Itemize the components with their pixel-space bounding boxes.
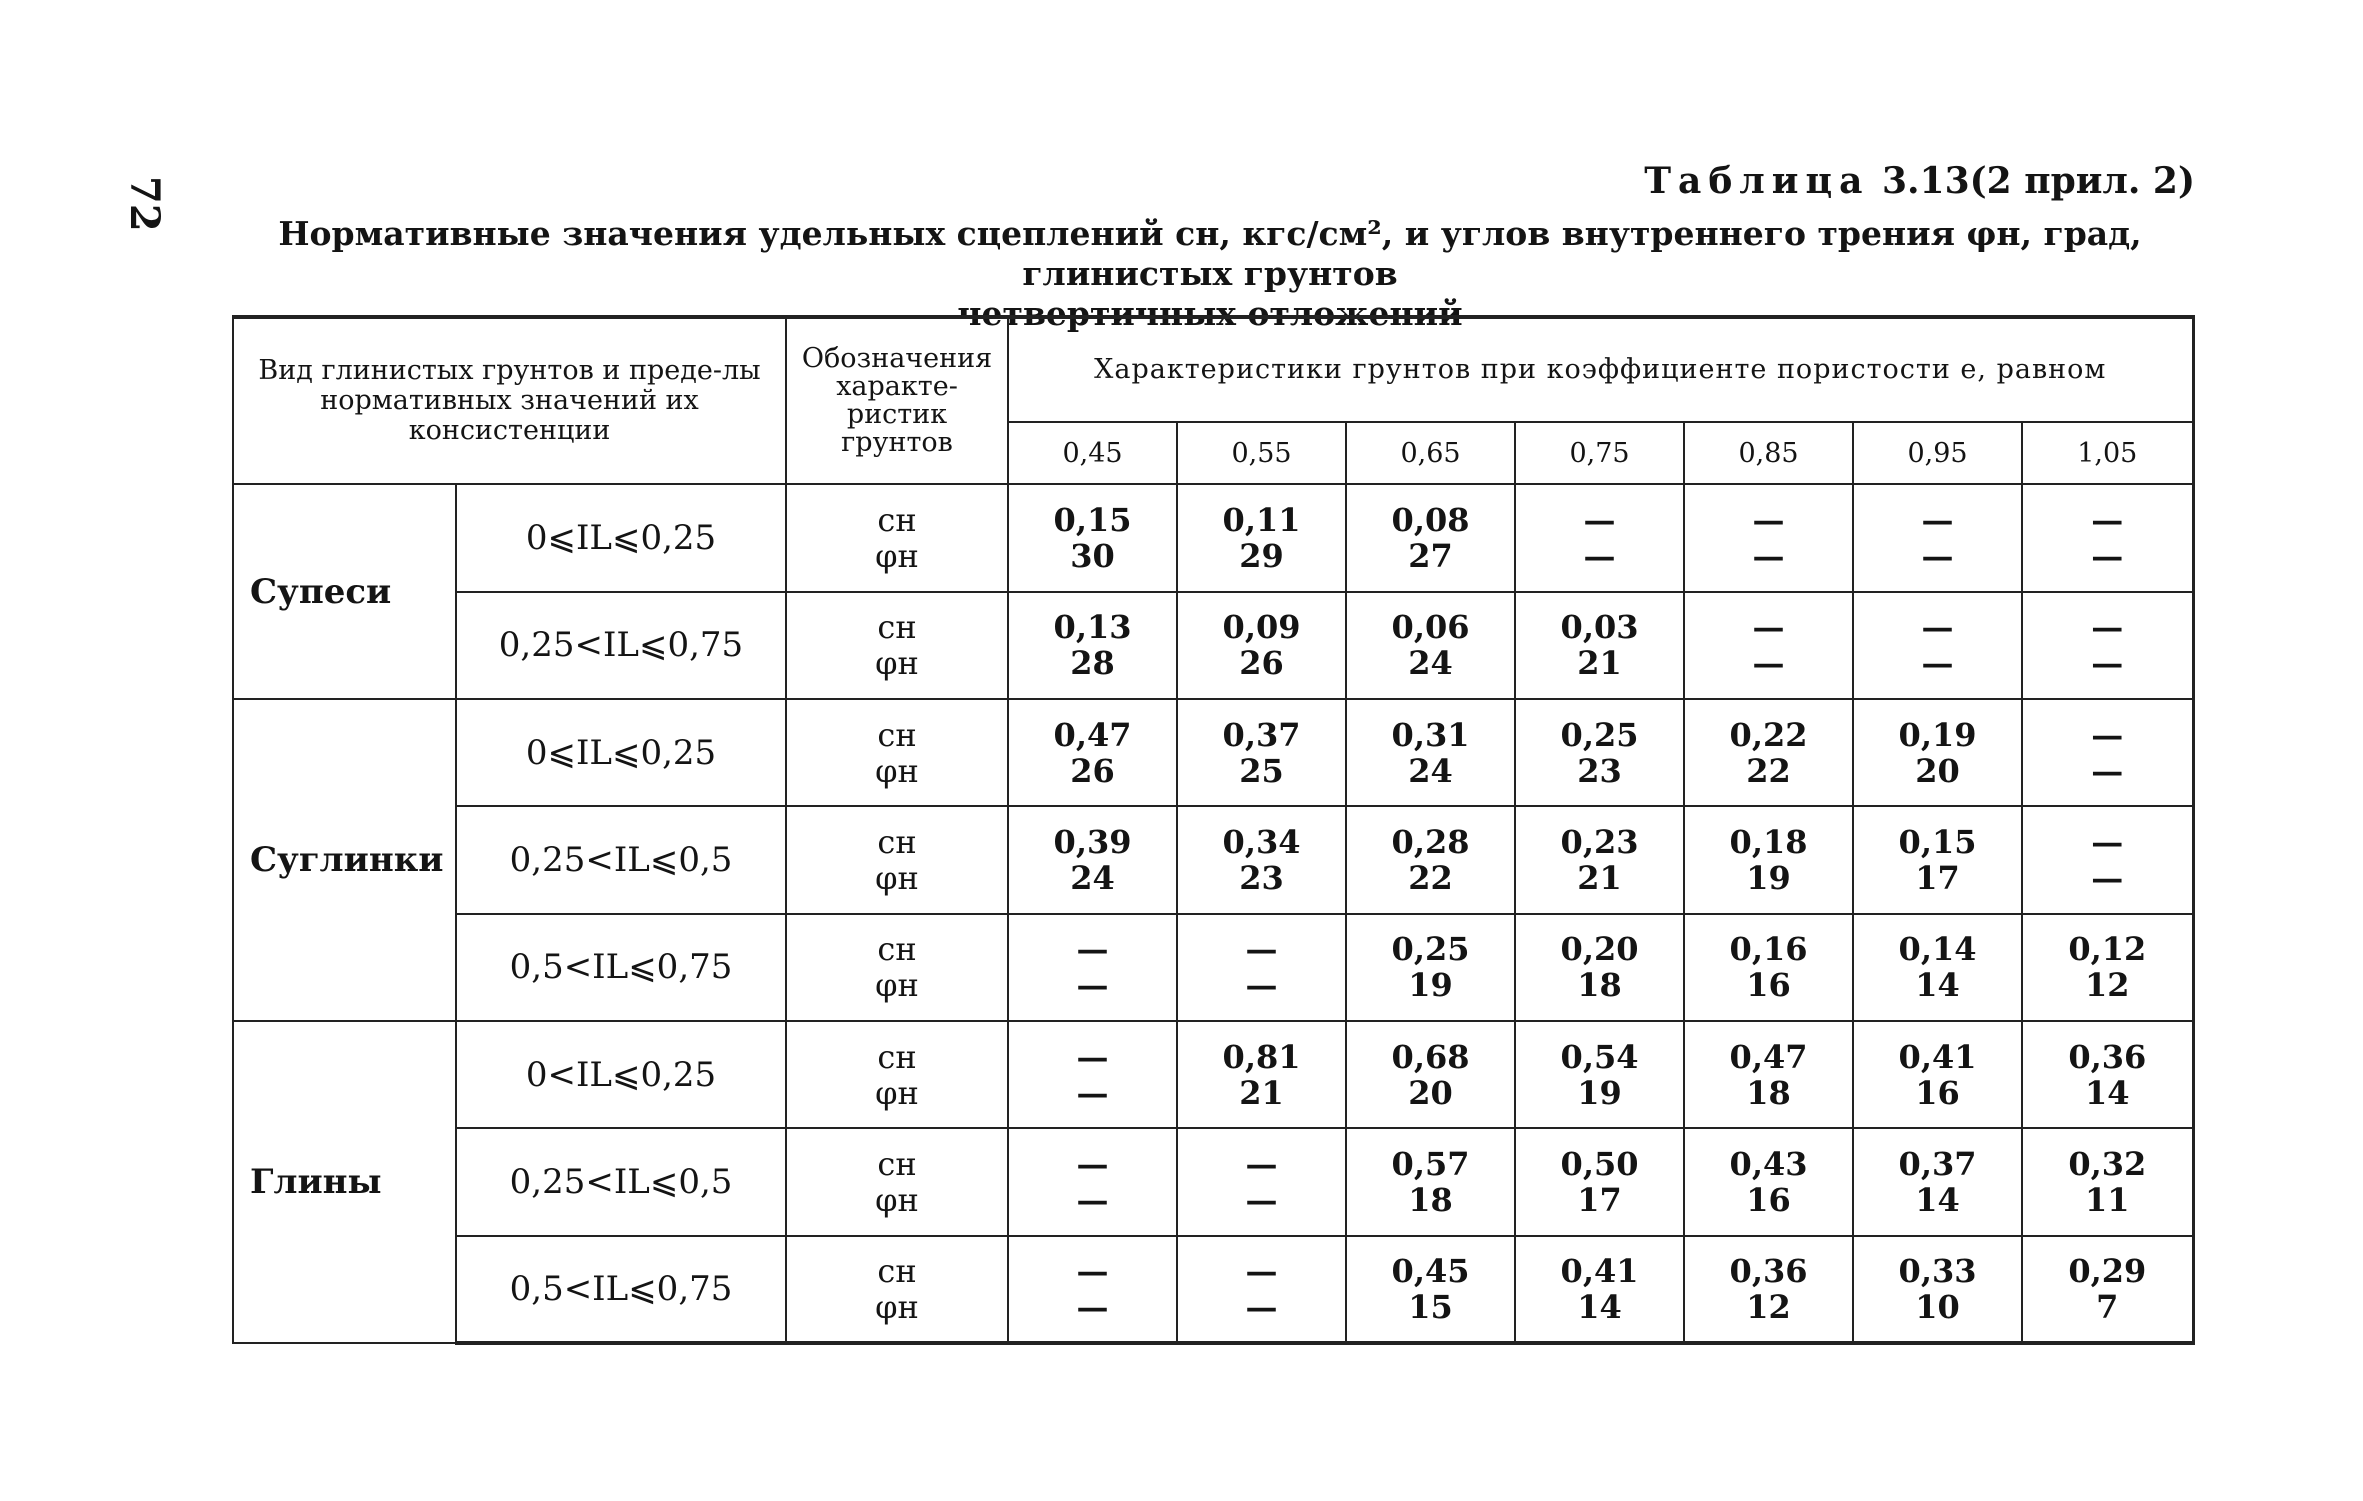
cohesion-value: 0,31 [1391,715,1470,754]
value-cell [2022,1236,2193,1343]
friction-angle-value: 22 [1746,751,1791,790]
value-cell [1346,1236,1515,1343]
cohesion-value: — [1245,1145,1278,1183]
symbol-phi: φн [875,537,919,576]
cohesion-value: 0,08 [1391,501,1470,540]
friction-angle-value: — [1076,1181,1109,1219]
cohesion-value: — [1921,608,1954,647]
value-cell [1177,1128,1346,1235]
cohesion-value: — [2091,501,2124,540]
header-coefficient: 1,05 [2022,422,2193,484]
value-cell [1853,914,2022,1021]
cohesion-value: 0,09 [1222,608,1301,647]
friction-angle-value: 23 [1577,751,1622,790]
friction-angle-value: 26 [1070,751,1115,790]
symbol-cell [786,914,1008,1021]
friction-angle-value: 27 [1408,537,1453,576]
table-row [233,914,2193,1021]
cohesion-value: 0,28 [1391,823,1470,862]
table-row [233,484,2193,591]
consistency-range: 0,25<IL⩽0,5 [456,806,786,913]
table-number-word: Таблица [1644,160,1870,202]
cohesion-value: 0,39 [1053,823,1132,862]
friction-angle-value: 14 [1915,966,1960,1005]
cohesion-value: 0,57 [1391,1145,1470,1183]
symbol-phi: φн [875,966,919,1005]
table-row [233,1128,2193,1235]
value-cell [1177,1021,1346,1128]
value-cell [1684,914,1853,1021]
value-cell [1853,699,2022,806]
friction-angle-value: — [1076,1287,1109,1326]
symbol-cell [786,1236,1008,1343]
value-cell [1515,484,1684,591]
consistency-range: 0<IL⩽0,25 [456,1021,786,1128]
value-cell [1684,592,1853,699]
friction-angle-value: 18 [1408,1181,1453,1219]
value-cell [1008,484,1177,591]
value-cell [2022,1021,2193,1128]
cohesion-value: 0,13 [1053,608,1132,647]
cohesion-value: 0,20 [1560,930,1639,969]
table-number [1644,160,2195,202]
value-cell [1684,1128,1853,1235]
friction-angle-value: 25 [1239,751,1284,790]
header-characteristics: Характеристики грунтов при коэффициенте пористости e, равном [1008,317,2193,422]
header-coefficient: 0,45 [1008,422,1177,484]
friction-angle-value: 17 [1577,1181,1622,1219]
soil-properties-table [232,315,2195,1345]
consistency-range: 0,5<IL⩽0,75 [456,914,786,1021]
friction-angle-value: 18 [1746,1073,1791,1112]
value-cell [1515,1236,1684,1343]
friction-angle-value: 14 [2085,1073,2130,1112]
friction-angle-value: 18 [1577,966,1622,1005]
cohesion-value: 0,11 [1222,501,1301,540]
friction-angle-value: — [1076,966,1109,1005]
symbol-cell [786,699,1008,806]
friction-angle-value: 19 [1408,966,1453,1005]
cohesion-value: — [1076,930,1109,969]
friction-angle-value: 24 [1408,644,1453,683]
value-cell [1346,484,1515,591]
friction-angle-value: 16 [1746,966,1791,1005]
value-cell [1177,1236,1346,1343]
cohesion-value: — [1245,1251,1278,1290]
friction-angle-value: — [1245,966,1278,1005]
value-cell [1684,484,1853,591]
header-soil-type: Вид глинистых грунтов и преде-лы нормативных значений их консистенции [233,317,786,484]
header-coefficient: 0,95 [1853,422,2022,484]
friction-angle-value: 21 [1577,859,1622,898]
symbol-c: сн [877,715,917,754]
symbol-c: сн [877,501,917,540]
friction-angle-value: 28 [1070,644,1115,683]
cohesion-value: 0,03 [1560,608,1639,647]
value-cell [1346,806,1515,913]
friction-angle-value: — [2091,751,2124,790]
value-cell [2022,592,2193,699]
friction-angle-value: 14 [1915,1181,1960,1219]
symbol-phi: φн [875,1181,919,1219]
friction-angle-value: 7 [2096,1287,2119,1326]
value-cell [2022,484,2193,591]
soil-group-label: Супеси [233,484,456,699]
symbol-phi: φн [875,1287,919,1326]
friction-angle-value: 24 [1408,751,1453,790]
friction-angle-value: 16 [1746,1181,1791,1219]
symbol-cell [786,1128,1008,1235]
value-cell [1853,484,2022,591]
header-row [233,317,2193,422]
cohesion-value: 0,36 [2068,1037,2147,1076]
friction-angle-value: 21 [1577,644,1622,683]
cohesion-value: 0,15 [1898,823,1977,862]
value-cell [1346,914,1515,1021]
value-cell [1346,592,1515,699]
friction-angle-value: — [1921,644,1954,683]
friction-angle-value: 10 [1915,1287,1960,1326]
value-cell [1008,1236,1177,1343]
cohesion-value: 0,37 [1222,715,1301,754]
symbol-c: сн [877,608,917,647]
friction-angle-value: — [1076,1073,1109,1112]
cohesion-value: 0,18 [1729,823,1808,862]
page-number: 72 [121,176,168,232]
friction-angle-value: 19 [1577,1073,1622,1112]
header-coefficient: 0,75 [1515,422,1684,484]
friction-angle-value: 20 [1408,1073,1453,1112]
cohesion-value: — [1583,501,1616,540]
cohesion-value: 0,15 [1053,501,1132,540]
value-cell [1177,699,1346,806]
cohesion-value: 0,68 [1391,1037,1470,1076]
value-cell [1684,699,1853,806]
friction-angle-value: — [1245,1287,1278,1326]
symbol-c: сн [877,1251,917,1290]
friction-angle-value: — [1752,644,1785,683]
cohesion-value: — [1076,1251,1109,1290]
cohesion-value: 0,47 [1053,715,1132,754]
friction-angle-value: — [2091,537,2124,576]
friction-angle-value: 29 [1239,537,1284,576]
value-cell [1008,699,1177,806]
cohesion-value: 0,43 [1729,1145,1808,1183]
cohesion-value: — [1921,501,1954,540]
value-cell [1008,806,1177,913]
table-title-line-2: четвертичных отложений [957,294,1463,333]
value-cell [2022,914,2193,1021]
value-cell [1177,806,1346,913]
value-cell [1853,1236,2022,1343]
value-cell [1515,592,1684,699]
cohesion-value: 0,50 [1560,1145,1639,1183]
value-cell [2022,806,2193,913]
friction-angle-value: 30 [1070,537,1115,576]
friction-angle-value: — [1752,537,1785,576]
symbol-cell [786,806,1008,913]
friction-angle-value: — [1921,537,1954,576]
friction-angle-value: 16 [1915,1073,1960,1112]
value-cell [1684,806,1853,913]
cohesion-value: 0,45 [1391,1251,1470,1290]
value-cell [1177,592,1346,699]
consistency-range: 0⩽IL⩽0,25 [456,699,786,806]
value-cell [1853,1021,2022,1128]
value-cell [1346,699,1515,806]
cohesion-value: 0,23 [1560,823,1639,862]
value-cell [1515,699,1684,806]
cohesion-value: 0,36 [1729,1251,1808,1290]
cohesion-value: 0,06 [1391,608,1470,647]
cohesion-value: 0,54 [1560,1037,1639,1076]
cohesion-value: 0,29 [2068,1251,2147,1290]
friction-angle-value: 24 [1070,859,1115,898]
header-symbols: Обозначения характе-ристик грунтов [786,317,1008,484]
cohesion-value: 0,25 [1391,930,1470,969]
value-cell [1346,1021,1515,1128]
cohesion-value: — [1076,1037,1109,1076]
cohesion-value: 0,41 [1898,1037,1977,1076]
friction-angle-value: 12 [2085,966,2130,1005]
value-cell [1684,1021,1853,1128]
symbol-phi: φн [875,1073,919,1112]
table-row [233,1021,2193,1128]
friction-angle-value: 23 [1239,859,1284,898]
value-cell [1853,592,2022,699]
table-body [233,317,2193,1343]
value-cell [1177,484,1346,591]
value-cell [1853,806,2022,913]
consistency-range: 0,5<IL⩽0,75 [456,1236,786,1343]
friction-angle-value: — [2091,859,2124,898]
cohesion-value: 0,16 [1729,930,1808,969]
value-cell [1515,1128,1684,1235]
header-coefficient: 0,65 [1346,422,1515,484]
friction-angle-value: 21 [1239,1073,1284,1112]
friction-angle-value: 22 [1408,859,1453,898]
value-cell [1853,1128,2022,1235]
friction-angle-value: 14 [1577,1287,1622,1326]
symbol-c: сн [877,1037,917,1076]
table-row [233,699,2193,806]
cohesion-value: 0,47 [1729,1037,1808,1076]
value-cell [1008,1128,1177,1235]
symbol-phi: φн [875,644,919,683]
table-number-rest: 3.13(2 прил. 2) [1869,160,2195,202]
cohesion-value: — [1076,1145,1109,1183]
value-cell [1346,1128,1515,1235]
friction-angle-value: 19 [1746,859,1791,898]
friction-angle-value: — [2091,644,2124,683]
cohesion-value: 0,34 [1222,823,1301,862]
value-cell [1515,914,1684,1021]
cohesion-value: — [1752,501,1785,540]
symbol-cell [786,592,1008,699]
consistency-range: 0⩽IL⩽0,25 [456,484,786,591]
value-cell [1515,806,1684,913]
soil-group-label: Глины [233,1021,456,1343]
symbol-cell [786,484,1008,591]
cohesion-value: 0,33 [1898,1251,1977,1290]
symbol-c: сн [877,930,917,969]
cohesion-value: 0,32 [2068,1145,2147,1183]
symbol-phi: φн [875,751,919,790]
cohesion-value: 0,41 [1560,1251,1639,1290]
soil-group-label: Суглинки [233,699,456,1021]
value-cell [2022,1128,2193,1235]
cohesion-value: — [1752,608,1785,647]
header-coefficient: 0,55 [1177,422,1346,484]
cohesion-value: 0,37 [1898,1145,1977,1183]
friction-angle-value: 11 [2085,1181,2130,1219]
cohesion-value: 0,25 [1560,715,1639,754]
cohesion-value: 0,14 [1898,930,1977,969]
cohesion-value: — [2091,608,2124,647]
symbol-phi: φн [875,859,919,898]
cohesion-value: — [2091,715,2124,754]
symbol-c: сн [877,823,917,862]
cohesion-value: 0,19 [1898,715,1977,754]
value-cell [1008,592,1177,699]
cohesion-value: 0,12 [2068,930,2147,969]
symbol-c: сн [877,1145,917,1183]
table-row [233,592,2193,699]
cohesion-value: 0,22 [1729,715,1808,754]
friction-angle-value: 15 [1408,1287,1453,1326]
cohesion-value: — [2091,823,2124,862]
value-cell [1684,1236,1853,1343]
value-cell [1515,1021,1684,1128]
table-title-line-1: Нормативные значения удельных сцеплений сн, кгс/см², и углов внутреннего трения φн, град, глинистых грунтов [278,214,2142,293]
value-cell [1008,914,1177,1021]
friction-angle-value: 20 [1915,751,1960,790]
header-coefficient: 0,85 [1684,422,1853,484]
cohesion-value: — [1245,930,1278,969]
friction-angle-value: 17 [1915,859,1960,898]
friction-angle-value: 26 [1239,644,1284,683]
symbol-cell [786,1021,1008,1128]
friction-angle-value: 12 [1746,1287,1791,1326]
friction-angle-value: — [1583,537,1616,576]
value-cell [2022,699,2193,806]
consistency-range: 0,25<IL⩽0,5 [456,1128,786,1235]
value-cell [1008,1021,1177,1128]
table-row [233,806,2193,913]
value-cell [1177,914,1346,1021]
cohesion-value: 0,81 [1222,1037,1301,1076]
friction-angle-value: — [1245,1181,1278,1219]
table-row [233,1236,2193,1343]
consistency-range: 0,25<IL⩽0,75 [456,592,786,699]
